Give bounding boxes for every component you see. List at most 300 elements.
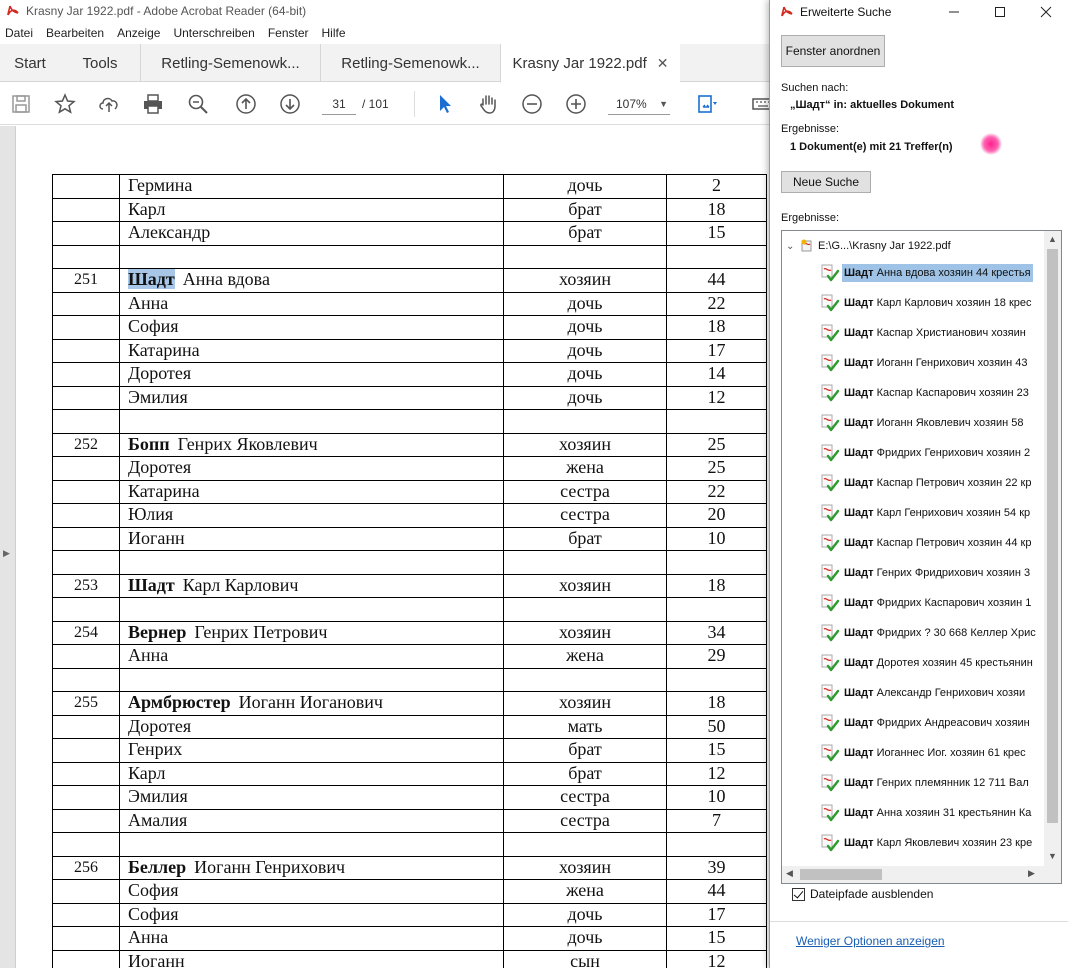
page-total: / 101 [362,97,389,111]
census-row [53,316,767,340]
search-result-context: Карл Карлович хозяин 18 крес [873,297,1032,309]
search-result-item[interactable] [820,711,1058,735]
tab-document-3-label: Krasny Jar 1922.pdf [512,54,647,72]
minimize-icon[interactable] [931,0,977,24]
search-result-term: Шадт [844,357,874,369]
person-name-cell [120,527,504,551]
person-name-cell [120,598,504,622]
search-result-term: Шадт [844,387,874,399]
household-number: 252 [53,433,120,457]
age-cell: 15 [667,739,767,763]
horizontal-scroll-thumb[interactable] [800,869,882,880]
relation-cell: хозяин [504,574,667,598]
zoom-in-icon[interactable] [563,91,589,117]
household-number [53,504,120,528]
person-name-cell [120,386,504,410]
given-name: Катарина [128,339,200,360]
menu-fenster[interactable]: Fenster [267,26,309,40]
census-row [53,739,767,763]
age-cell: 44 [667,880,767,904]
relation-cell: брат [504,222,667,246]
results-vertical-scrollbar[interactable] [1044,231,1061,867]
household-number: 255 [53,692,120,716]
given-name: Карл Карлович [182,574,299,595]
household-number [53,339,120,363]
household-number [53,762,120,786]
household-number [53,880,120,904]
household-number [53,598,120,622]
pdf-result-icon [820,773,842,793]
person-name-cell [120,292,504,316]
toolbar-divider [414,91,415,117]
census-row [53,903,767,927]
search-result-text [842,444,1032,462]
person-name-cell [120,551,504,575]
relation-cell: брат [504,198,667,222]
person-name-cell [120,621,504,645]
relation-cell: сын [504,950,667,968]
household-number: 251 [53,269,120,293]
given-name: Гермина [128,175,193,195]
age-cell: 25 [667,457,767,481]
menu-bar [0,22,780,44]
left-panel-toggle[interactable] [0,126,16,968]
given-name: Юлия [128,504,174,524]
scroll-left-icon[interactable]: ◀ [786,868,793,878]
search-result-text [842,834,1034,852]
acrobat-icon [780,4,794,21]
age-cell [667,245,767,269]
given-name: Анна [128,645,169,665]
household-number: 256 [53,856,120,880]
person-name-cell [120,433,504,457]
census-row [53,762,767,786]
age-cell [667,833,767,857]
household-number [53,198,120,222]
person-name-cell [120,809,504,833]
census-row [53,950,767,968]
given-name: София [128,903,179,924]
search-result-term: Шадт [844,717,874,729]
search-result-term: Шадт [844,537,874,549]
relation-cell: сестра [504,786,667,810]
household-number [53,645,120,669]
search-result-term: Шадт [844,837,874,849]
person-name-cell [120,739,504,763]
household-number [53,175,120,199]
census-row [53,856,767,880]
relation-cell [504,668,667,692]
relation-cell: брат [504,762,667,786]
cursor-highlight-dot [980,133,1002,155]
age-cell [667,551,767,575]
zoom-level-value: 107% [616,97,647,111]
menu-anzeige[interactable]: Anzeige [117,26,161,40]
given-name: Карл [128,762,166,783]
tab-bar [0,44,780,82]
household-number [53,950,120,968]
search-result-text [842,624,1038,642]
household-number [53,903,120,927]
results-root-path: E:\G...\Krasny Jar 1922.pdf [818,240,951,252]
toolbar [0,83,780,125]
given-name: Карл [128,198,166,219]
relation-cell: жена [504,457,667,481]
relation-cell: брат [504,527,667,551]
household-number [53,457,120,481]
census-row [53,574,767,598]
person-name-cell [120,856,504,880]
search-result-item[interactable] [820,561,1058,585]
search-result-term: Шадт [844,507,874,519]
menu-unterschreiben[interactable]: Unterschreiben [173,26,255,40]
census-row [53,480,767,504]
fit-page-icon[interactable] [694,91,720,117]
search-result-item[interactable] [820,261,1058,285]
search-result-item[interactable] [820,441,1058,465]
relation-cell: хозяин [504,269,667,293]
census-row [53,245,767,269]
person-name-cell [120,316,504,340]
age-cell: 17 [667,903,767,927]
tab-close-icon[interactable]: ✕ [656,54,669,71]
tab-document-2-label: Retling-Semenowk... [341,54,480,72]
relation-cell: сестра [504,809,667,833]
person-name-cell [120,269,504,293]
tab-document-1[interactable] [140,44,320,82]
fewer-options-link[interactable]: Weniger Optionen anzeigen [796,934,945,948]
census-row [53,621,767,645]
pdf-result-icon [820,293,842,313]
census-row [53,880,767,904]
zoom-out-icon[interactable] [519,91,545,117]
household-number [53,480,120,504]
household-number [53,833,120,857]
tab-document-2[interactable] [320,44,500,82]
age-cell: 50 [667,715,767,739]
hide-paths-checkbox[interactable] [792,888,805,901]
person-name-cell [120,692,504,716]
search-result-item[interactable] [820,531,1058,555]
print-icon[interactable] [140,91,166,117]
search-result-text [842,384,1031,402]
relation-cell: хозяин [504,433,667,457]
cloud-upload-icon[interactable] [96,91,122,117]
surname: Шадт [128,574,175,595]
census-row [53,715,767,739]
acrobat-icon [6,3,20,20]
close-icon[interactable] [1023,0,1068,24]
search-result-context: Иоганн Генрихович хозяин 43 [873,357,1028,369]
pdf-result-icon [820,263,842,283]
previous-page-icon[interactable] [233,91,259,117]
given-name: Генрих [128,739,183,759]
menu-hilfe[interactable]: Hilfe [321,26,346,40]
relation-cell [504,598,667,622]
chevron-down-icon: ▼ [659,99,668,109]
household-number [53,316,120,340]
search-result-context: Карл Яковлевич хозяин 23 кре [873,837,1033,849]
age-cell: 7 [667,809,767,833]
surname: Вернер [128,621,187,642]
search-result-text [842,594,1033,612]
search-result-term: Шадт [844,297,874,309]
pdf-result-icon [820,383,842,403]
given-name: Эмилия [128,786,188,806]
given-name: Доротея [128,457,192,477]
surname: Армбрюстер [128,692,231,712]
person-name-cell [120,903,504,927]
search-result-context: Генрих Фридрихович хозяин 3 [873,567,1031,579]
age-cell: 44 [667,269,767,293]
results-horizontal-scrollbar[interactable] [782,866,1062,883]
search-result-text [842,654,1035,672]
pdf-result-icon [820,473,842,493]
census-row [53,927,767,951]
search-query: „Шадт“ in: aktuelles Dokument [790,99,955,111]
search-result-item[interactable] [820,801,1058,825]
search-result-text [842,264,1033,282]
person-name-cell [120,715,504,739]
search-result-item[interactable] [820,381,1058,405]
age-cell: 18 [667,692,767,716]
new-search-button[interactable]: Neue Suche [781,171,871,193]
census-row [53,645,767,669]
search-result-text [842,324,1028,342]
relation-cell: дочь [504,175,667,199]
given-name: София [128,316,179,336]
relation-cell [504,833,667,857]
title-bar [0,0,780,22]
census-row [53,269,767,293]
person-name-cell [120,245,504,269]
tab-document-1-label: Retling-Semenowk... [161,54,300,72]
person-name-cell [120,339,504,363]
search-result-item[interactable] [820,291,1058,315]
vertical-scroll-thumb[interactable] [1047,249,1058,823]
given-name: Генрих Яковлевич [177,433,318,454]
age-cell [667,410,767,434]
household-number [53,245,120,269]
given-name: Анна [128,292,169,313]
search-result-term: Шадт [844,657,874,669]
census-row [53,809,767,833]
household-number [53,739,120,763]
age-cell: 22 [667,480,767,504]
age-cell: 15 [667,927,767,951]
search-result-term: Шадт [844,417,874,429]
relation-cell: сестра [504,480,667,504]
search-result-item[interactable] [820,411,1058,435]
results-summary: 1 Dokument(e) mit 21 Treffer(n) [790,141,953,153]
household-number [53,668,120,692]
age-cell [667,668,767,692]
given-name: Доротея [128,715,192,736]
search-result-context: Анна вдова хозяин 44 крестья [873,267,1031,279]
arrange-windows-button[interactable]: Fenster anordnen [781,35,885,67]
scroll-down-icon[interactable]: ▼ [1048,851,1057,861]
age-cell: 10 [667,527,767,551]
search-result-context: Доротея хозяин 45 крестьянин [873,657,1033,669]
search-result-context: Фридрих Генрихович хозяин 2 [873,447,1031,459]
relation-cell [504,410,667,434]
person-name-cell [120,480,504,504]
search-result-item[interactable] [820,651,1058,675]
search-result-item[interactable] [820,741,1058,765]
household-number: 254 [53,621,120,645]
next-page-icon[interactable] [277,91,303,117]
pdf-result-icon [820,353,842,373]
relation-cell [504,245,667,269]
chevron-down-icon[interactable]: ⌄ [786,240,795,252]
pdf-result-icon [820,323,842,343]
person-name-cell [120,457,504,481]
search-result-item[interactable] [820,321,1058,345]
menu-bearbeiten[interactable]: Bearbeiten [46,26,105,40]
search-hit-surname: Шадт [128,269,175,289]
census-row [53,551,767,575]
census-row [53,598,767,622]
tab-tools[interactable] [60,44,140,82]
pdf-result-icon [820,743,842,763]
age-cell [667,598,767,622]
search-result-term: Шадт [844,267,874,279]
relation-cell: хозяин [504,692,667,716]
search-result-item[interactable] [820,501,1058,525]
search-result-term: Шадт [844,627,874,639]
tab-start[interactable] [0,44,60,82]
person-name-cell [120,668,504,692]
census-row [53,527,767,551]
census-row [53,457,767,481]
given-name: София [128,880,179,900]
census-row [53,692,767,716]
relation-cell: сестра [504,504,667,528]
search-result-text [842,744,1028,762]
person-name-cell [120,762,504,786]
person-name-cell [120,198,504,222]
household-number [53,363,120,387]
given-name: Иоганн [128,527,185,548]
household-number [53,715,120,739]
search-window-title: Erweiterte Suche [800,5,892,19]
surname: Беллер [128,856,187,877]
pdf-result-icon [820,593,842,613]
search-result-text [842,684,1027,702]
search-result-context: Каспар Петрович хозяин 22 кр [873,477,1032,489]
search-result-item[interactable] [820,591,1058,615]
household-number [53,551,120,575]
search-result-context: Каспар Христианович хозяин [873,327,1026,339]
results-root-document[interactable] [786,237,951,255]
given-name: Генрих Петрович [194,621,328,642]
person-name-cell [120,175,504,199]
scroll-right-icon[interactable]: ▶ [1028,868,1035,878]
search-result-term: Шадт [844,597,874,609]
search-result-item[interactable] [820,771,1058,795]
household-number [53,410,120,434]
relation-cell [504,551,667,575]
search-result-item[interactable] [820,471,1058,495]
given-name: Иоганн Генрихович [194,856,346,877]
age-cell: 2 [667,175,767,199]
search-result-item[interactable] [820,681,1058,705]
page-number-input[interactable]: 31 [322,93,356,115]
age-cell: 29 [667,645,767,669]
pdf-result-icon [820,803,842,823]
search-result-term: Шадт [844,477,874,489]
age-cell: 14 [667,363,767,387]
relation-cell: дочь [504,927,667,951]
save-icon[interactable] [8,91,34,117]
search-result-context: Анна хозяин 31 крестьянин Ка [873,807,1032,819]
given-name: Катарина [128,480,200,501]
hide-paths-option[interactable] [792,887,933,901]
household-number [53,809,120,833]
search-result-term: Шадт [844,327,874,339]
household-number [53,786,120,810]
zoom-level-select[interactable] [608,93,670,115]
menu-datei[interactable]: Datei [5,26,34,40]
bookmark-star-icon[interactable] [52,91,78,117]
relation-cell: хозяин [504,856,667,880]
search-result-item[interactable] [820,621,1058,645]
select-cursor-icon[interactable] [432,91,458,117]
census-row [53,833,767,857]
zoom-search-icon[interactable] [185,91,211,117]
given-name: Анна вдова [182,269,270,289]
person-name-cell [120,950,504,968]
search-result-text [842,774,1031,792]
pdf-folder-icon [800,238,814,255]
age-cell: 22 [667,292,767,316]
hand-tool-icon[interactable] [475,91,501,117]
person-name-cell [120,880,504,904]
pdf-result-icon [820,443,842,463]
results-label: Ergebnisse: [781,123,840,135]
relation-cell: хозяин [504,621,667,645]
pdf-result-icon [820,833,842,853]
expand-arrow-icon: ▶ [3,548,10,558]
search-result-context: Иоганнес Иог. хозяин 61 крес [873,747,1026,759]
search-result-term: Шадт [844,777,874,789]
surname: Бопп [128,433,170,454]
given-name: Доротея [128,363,192,383]
census-row [53,222,767,246]
relation-cell: жена [504,880,667,904]
search-result-text [842,414,1026,432]
relation-cell: мать [504,715,667,739]
search-result-text [842,474,1033,492]
pdf-result-icon [820,503,842,523]
results-tree [781,230,1062,884]
age-cell: 15 [667,222,767,246]
search-result-term: Шадт [844,687,874,699]
age-cell: 17 [667,339,767,363]
census-row [53,433,767,457]
tab-document-3[interactable] [500,44,680,83]
age-cell: 18 [667,198,767,222]
search-result-item[interactable] [820,831,1058,855]
search-result-text [842,564,1032,582]
census-row [53,292,767,316]
search-result-item[interactable] [820,351,1058,375]
person-name-cell [120,504,504,528]
household-number [53,527,120,551]
maximize-icon[interactable] [977,0,1023,24]
hide-paths-label: Dateipfade ausblenden [810,887,934,901]
scroll-up-icon[interactable]: ▲ [1048,234,1057,244]
